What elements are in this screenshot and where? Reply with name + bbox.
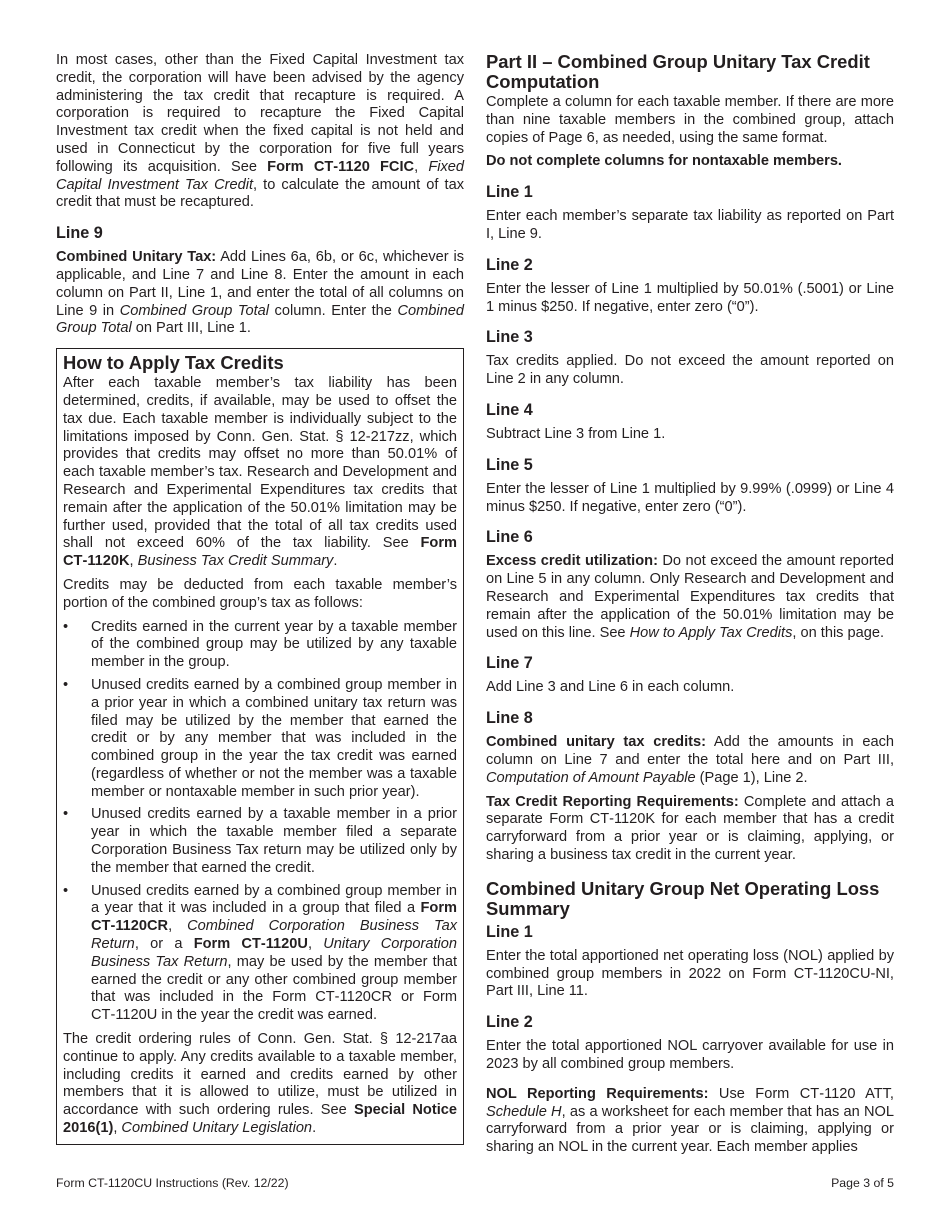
text-run: Add Line 3 and Line 6 in each column. (486, 679, 735, 696)
italic-text-run: Combined Group Total (56, 302, 464, 337)
nol-line2-heading: Line 2 (486, 1013, 533, 1032)
nol-line1-heading: Line 1 (486, 922, 533, 941)
part2-line7-text (486, 679, 894, 697)
text-run: Enter the lesser of Line 1 multiplied by 9.99% (.0999) or Line 4 minus $250. If negative, enter zero (“0”). (486, 480, 894, 515)
text-run: Add the amounts in each column on Line 7 and enter the total here and on Part III, (486, 734, 894, 768)
bold-text-run: Form CT‑1120 FCIC (267, 158, 415, 175)
text-run: Tax credits applied. Do not exceed the amount reported on Line 2 in any column. (486, 353, 894, 388)
part2-line1-text (486, 208, 894, 244)
tax-credits-box (56, 348, 464, 1145)
text-run: , on this page. (792, 624, 885, 641)
part2-line6-text (486, 553, 894, 642)
text-run: Do not exceed the amount reported on Line 5 in any column. Only Research and Development and Research and Experimental Expenditures tax credits that remain after the application of the 50.01% limitation may be used on this line. See (486, 553, 895, 641)
italic-text-run: Fixed Capital Investment Tax Credit (56, 158, 465, 193)
credit-bullet (63, 806, 457, 877)
part2-line8-heading: Line 8 (486, 709, 533, 728)
italic-text-run: How to Apply Tax Credits (629, 624, 793, 641)
text-run: . (312, 1120, 317, 1137)
text-run: Credits earned in the current year by a taxable member of the combined group may be utilized by any taxable member in the group. (91, 618, 457, 671)
text-run: Use Form CT‑1120 ATT, (708, 1085, 894, 1102)
text-run: , (168, 918, 188, 935)
intro-paragraph (56, 52, 464, 212)
part2-title: Part II – Combined Group Unitary Tax Credit Computation (486, 51, 870, 92)
italic-text-run: Schedule H (486, 1103, 562, 1120)
bold-text-run: Form CT‑1120U (193, 936, 308, 953)
part2-line5-text (486, 481, 894, 517)
box-paragraph-3 (63, 1031, 457, 1138)
text-run: , may be used by the member that earned the credit or any other combined group member that was included in the Form CT‑1120CR or Form CT‑1120U in the year the credit was earned. (91, 953, 457, 1024)
text-run: , (307, 936, 324, 953)
text-run: Enter the total apportioned net operating loss (NOL) applied by combined group members in 2022 on Form CT‑1120CU‑NI, Part III, Line 11. (486, 947, 894, 1000)
text-run: After each taxable member’s tax liability has been determined, credits, if available, may be used to offset the tax due. Each taxable member is individually subject to the limitations imposed by Conn. Gen. Stat. § 12‑217zz, which provides that credits may offset no more than 50.01% of each taxable member’s tax. Research and Development and Research and Experimental Expenditures tax credits that remain after the application of the 50.01% limitation may be further used, provided that the total of all tax credits used shall not exceed 60% of the tax liability. See (63, 375, 457, 552)
nol-line2-text (486, 1038, 894, 1074)
box-paragraph-2 (63, 577, 457, 613)
text-run: The credit ordering rules of Conn. Gen. Stat. § 12‑217aa continue to apply. Any credits available to a taxable member, including credits it earned and credits earned by other members that it is allowed to utilize, must be utilized in accordance with such ordering rules. See (63, 1031, 457, 1119)
part2-line1-heading: Line 1 (486, 183, 533, 202)
line9-text (56, 249, 464, 338)
left-column (56, 52, 464, 1145)
credit-reporting-requirements (486, 794, 894, 865)
part2-line4-heading: Line 4 (486, 400, 533, 419)
bold-text-run: Tax Credit Reporting Requirements: (486, 793, 739, 810)
bold-text-run: Special Notice 2016(1) (63, 1102, 457, 1137)
text-run: In most cases, other than the Fixed Capital Investment tax credit, the corporation will have been advised by the agency administering the tax credit that recapture is required. A corporation is required to recapture the Fixed Capital Investment tax credit when the fixed capital is not held and used in Connecticut by the corporation for five full years following its acquisition. See (56, 52, 464, 175)
bold-text-run: Combined Unitary Tax: (56, 249, 217, 266)
bold-text-run: Excess credit utilization: (486, 553, 658, 570)
text-run: on Part III, Line 1. (131, 320, 251, 337)
italic-text-run: Combined Unitary Legislation (121, 1120, 313, 1137)
text-run: Complete a column for each taxable member. If there are more than nine taxable members in the combined group, attach copies of Page 6, as needed, using the same format. (486, 94, 894, 146)
text-run: column. Enter the (269, 302, 398, 319)
text-run: Unused credits earned by a combined group member in a prior year in which a combined unitary tax return was filed may be utilized by the member that earned the credit or by any member that was included in the combined group in the year the tax credit was earned (regardless of whether or not the member was a taxable member or nontaxable member in such prior year). (91, 676, 457, 800)
bold-text-run: Form CT‑1120K (63, 535, 457, 570)
line9-heading: Line 9 (56, 224, 103, 243)
footer-form-id: Form CT-1120CU Instructions (Rev. 12/22) (56, 1176, 289, 1190)
text-run: . (333, 553, 338, 570)
bold-text-run: Form CT‑1120CR (91, 900, 457, 935)
bold-text-run: Do not complete columns for nontaxable members. (486, 153, 842, 170)
part2-paragraph-2 (486, 153, 894, 171)
footer-page-number: Page 3 of 5 (831, 1176, 894, 1190)
text-run: (Page 1), Line 2. (695, 769, 808, 786)
credit-bullet (63, 677, 457, 802)
text-run: Unused credits earned by a taxable member in a prior year in which the taxable member filed a separate Corporation Business Tax return may be utilized only by the member that earned the credit. (91, 806, 457, 876)
text-run: Unused credits earned by a combined group member in a year that it was included in a group that filed a (91, 882, 457, 917)
part2-line5-heading: Line 5 (486, 455, 533, 474)
box-title: How to Apply Tax Credits (63, 352, 284, 374)
part2-line6-heading: Line 6 (486, 528, 533, 547)
bold-text-run: NOL Reporting Requirements: (486, 1085, 709, 1102)
italic-text-run: Combined Group Total (119, 302, 269, 319)
italic-text-run: Computation of Amount Payable (486, 769, 696, 786)
part2-line8-text (486, 734, 894, 787)
text-run: Enter the lesser of Line 1 multiplied by 50.01% (.5001) or Line 1 minus $250. If negative, enter zero (“0”). (486, 280, 894, 315)
part2-line3-heading: Line 3 (486, 328, 533, 347)
text-run: Enter each member’s separate tax liability as reported on Part I, Line 9. (486, 208, 894, 242)
text-run: , (414, 158, 429, 175)
text-run: , to calculate the amount of tax credit that must be recaptured. (56, 176, 464, 211)
text-run: Add Lines 6a, 6b, or 6c, whichever is applicable, and Line 7 and Line 8. Enter the amount in each column on Part II, Line 1, and enter the total of all columns on Line 9 in (56, 249, 464, 319)
nol-reporting-requirements (486, 1086, 894, 1157)
credit-bullet-list (63, 619, 457, 1026)
part2-paragraph-1 (486, 94, 894, 147)
text-run: Enter the total apportioned NOL carryover available for use in 2023 by all combined group members. (486, 1038, 894, 1072)
text-run: , as a worksheet for each member that has an NOL carryforward from a prior year or is claiming, applying or sharing an NOL in the current year. Each member applies (486, 1103, 894, 1156)
part2-line3-text (486, 353, 894, 389)
italic-text-run: Combined Corporation Business Tax Return (91, 918, 457, 953)
text-run: Subtract Line 3 from Line 1. (486, 425, 666, 442)
nol-title: Combined Unitary Group Net Operating Loss Summary (486, 877, 880, 919)
box-paragraph-1 (63, 375, 457, 571)
text-run: , (129, 553, 138, 570)
part2-line2-text (486, 281, 894, 317)
part2-line4-text (486, 426, 894, 444)
text-run: , (113, 1120, 122, 1137)
credit-bullet (63, 619, 457, 672)
text-run: Complete and attach a separate Form CT‑1120K for each member that has a credit carryforward from a prior year or is claiming, applying, or sharing a business tax credit in the current year. (486, 793, 894, 863)
part2-line7-heading: Line 7 (486, 654, 533, 673)
part2-line2-heading: Line 2 (486, 255, 533, 274)
bold-text-run: Combined unitary tax credits: (486, 734, 706, 751)
text-run: , or a (134, 936, 194, 953)
right-column (486, 52, 894, 1163)
text-run: Credits may be deducted from each taxable member’s portion of the combined group’s tax as follows: (63, 576, 457, 611)
italic-text-run: Unitary Corporation Business Tax Return (91, 936, 457, 970)
italic-text-run: Business Tax Credit Summary (137, 553, 334, 570)
nol-line1-text (486, 948, 894, 1001)
credit-bullet (63, 883, 457, 1025)
